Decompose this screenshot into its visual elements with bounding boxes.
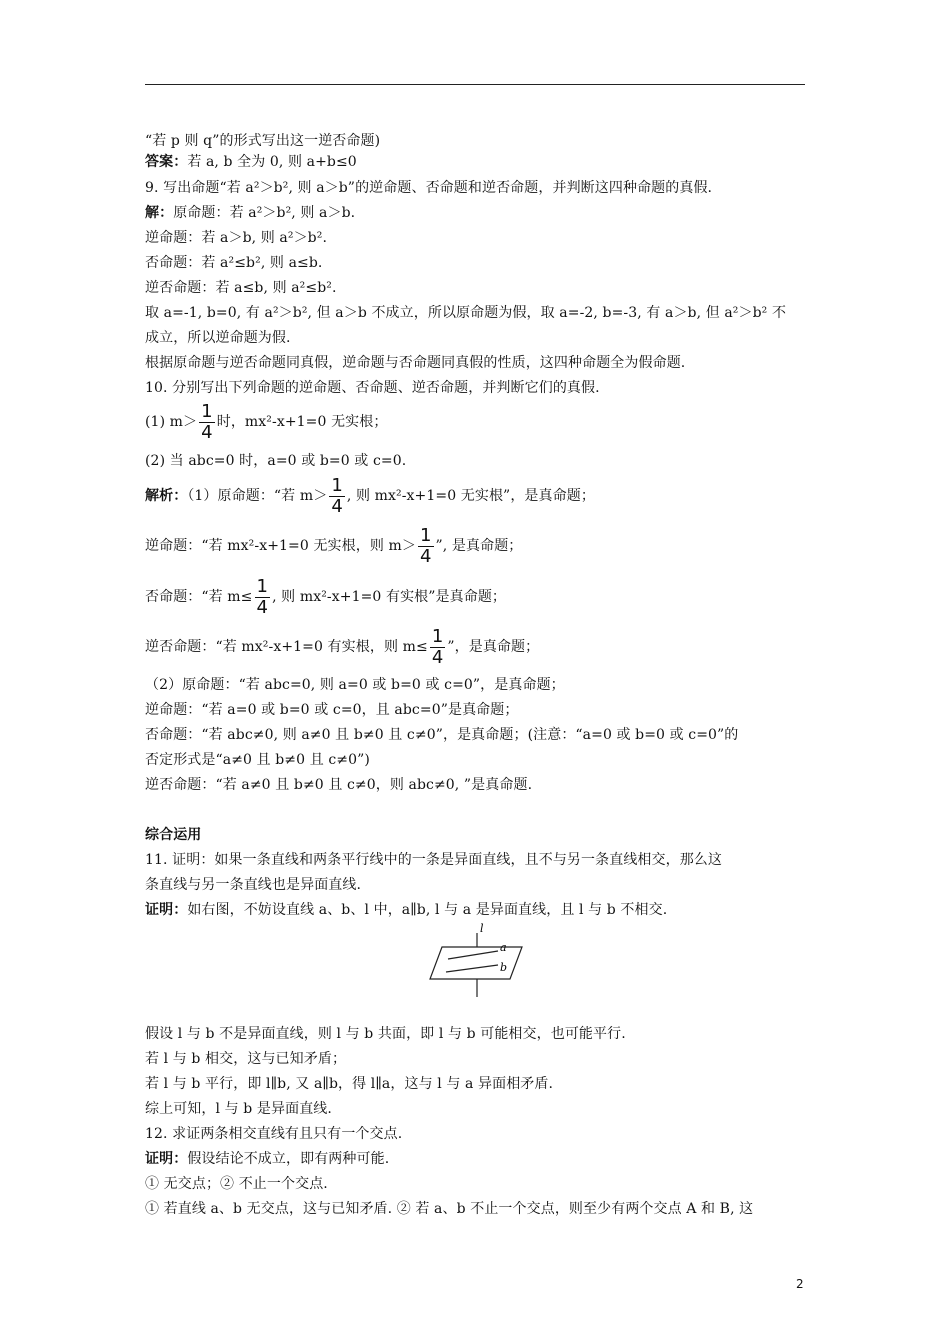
fraction-line <box>145 524 813 568</box>
text-line: 取 a=-1, b=0, 有 a²＞b², 但 a＞b 不成立，所以原命题为假，取 a=-2, b=-3, 有 a＞b, 但 a²＞b² 不 <box>145 305 787 321</box>
proof-text: 如右图，不妨设直线 a、b、l 中，a∥b, l 与 a 是异面直线，且 l 与 b 不相交. <box>187 902 668 918</box>
proof-text: 假设结论不成立，即有两种可能. <box>187 1151 390 1167</box>
fraction <box>329 476 345 517</box>
solution-line <box>145 203 813 223</box>
label-l: l <box>480 923 484 935</box>
text-segment: , 则 mx²-x+1=0 无实根”，是真命题； <box>346 488 595 504</box>
text-line: 若 l 与 b 平行，即 l∥b, 又 a∥b，得 l∥a，这与 l 与 a 异面相矛盾. <box>145 1076 554 1092</box>
text-segment: 逆否命题：“若 mx²-x+1=0 有实根，则 m≤ <box>145 639 428 655</box>
proof-label: 证明： <box>145 1151 188 1167</box>
fraction <box>418 526 434 567</box>
text-line: 否命题：若 a²≤b², 则 a≤b. <box>145 255 323 271</box>
plane-parallelogram <box>430 947 522 979</box>
text-line: 否命题：“若 abc≠0, 则 a≠0 且 b≠0 且 c≠0”，是真命题；(注意：“a=0 或 b=0 或 c=0”的 <box>145 727 739 743</box>
analysis-label: 解析： <box>145 488 188 504</box>
fraction-line <box>145 400 813 444</box>
text-segment: (1) m＞ <box>145 414 198 430</box>
fraction-denominator: 4 <box>201 421 213 443</box>
text-line: “若 p 则 q”的形式写出这一逆否命题) <box>145 133 381 149</box>
text-line: (2) 当 abc=0 时，a=0 或 b=0 或 c=0. <box>145 453 407 469</box>
text-segment: , 则 mx²-x+1=0 有实根”是真命题； <box>272 589 507 605</box>
fraction-denominator: 4 <box>331 495 343 517</box>
text-line: 逆命题：“若 a=0 或 b=0 或 c=0，且 abc=0”是真命题； <box>145 702 519 718</box>
fraction-denominator: 4 <box>256 596 269 618</box>
text-line: 根据原命题与逆否命题同真假，逆命题与否命题同真假的性质，这四种命题全为假命题. <box>145 355 686 371</box>
label-a: a <box>500 941 507 954</box>
answer-label: 答案： <box>145 154 188 170</box>
text-segment: ”，是真命题； <box>447 639 540 655</box>
fraction-numerator: 1 <box>256 575 269 597</box>
question-12: 12. 求证两条相交直线有且只有一个交点. <box>145 1126 403 1142</box>
solution-label: 解： <box>145 205 174 221</box>
fraction-line <box>145 474 813 518</box>
text-line: ① 若直线 a、b 无交点，这与已知矛盾. ② 若 a、b 不止一个交点，则至少有两个交点 A 和 B, 这 <box>145 1201 754 1217</box>
text-line: 逆否命题：若 a≤b, 则 a²≤b². <box>145 280 337 296</box>
text-segment: 逆命题：“若 mx²-x+1=0 无实根，则 m＞ <box>145 538 416 554</box>
text-line: ① 无交点；② 不止一个交点. <box>145 1176 328 1192</box>
question-10: 10. 分别写出下列命题的逆命题、否命题、逆否命题，并判断它们的真假. <box>145 380 600 396</box>
fraction-denominator: 4 <box>431 646 444 668</box>
header-rule <box>145 84 805 85</box>
text-line: 条直线与另一条直线也是异面直线. <box>145 877 362 893</box>
fraction <box>430 627 446 668</box>
text-line: （2）原命题：“若 abc=0, 则 a=0 或 b=0 或 c=0”，是真命题； <box>145 677 565 693</box>
text-line: 否定形式是“a≠0 且 b≠0 且 c≠0”) <box>145 752 370 768</box>
proof-line <box>145 1149 813 1169</box>
text-segment: 时，mx²-x+1=0 无实根； <box>216 414 388 430</box>
text-line: 若 l 与 b 相交，这与已知矛盾； <box>145 1051 347 1067</box>
question-9: 9. 写出命题“若 a²＞b², 则 a＞b”的逆命题、否命题和逆否命题，并判断这四种命题的真假. <box>145 180 713 196</box>
fraction-numerator: 1 <box>419 524 432 546</box>
label-b: b <box>500 961 508 974</box>
solution-text: 原命题：若 a²＞b², 则 a＞b. <box>173 205 356 221</box>
proof-line <box>145 900 813 920</box>
proof-label: 证明： <box>145 902 188 918</box>
fraction <box>255 577 271 618</box>
line-a <box>448 951 498 959</box>
text-segment: 否命题：“若 m≤ <box>145 589 253 605</box>
text-line: 综上可知，l 与 b 是异面直线. <box>145 1101 332 1117</box>
skew-lines-figure <box>426 923 526 1001</box>
text-line: 假设 l 与 b 不是异面直线，则 l 与 b 共面，即 l 与 b 可能相交，也可能平行. <box>145 1026 626 1042</box>
text-segment: （1）原命题：“若 m＞ <box>187 488 328 504</box>
text-line: 逆否命题：“若 a≠0 且 b≠0 且 c≠0，则 abc≠0, ”是真命题. <box>145 777 533 793</box>
text-line: 逆命题：若 a＞b, 则 a²＞b². <box>145 230 327 246</box>
fraction-numerator: 1 <box>331 474 343 496</box>
fraction-line <box>145 575 813 619</box>
fraction-numerator: 1 <box>431 625 444 647</box>
fraction-numerator: 1 <box>201 400 213 422</box>
text-segment: ”, 是真命题； <box>435 538 523 554</box>
answer-line <box>145 152 813 172</box>
section-heading: 综合运用 <box>145 827 202 843</box>
text-line: 成立，所以逆命题为假. <box>145 330 291 346</box>
fraction <box>199 402 215 443</box>
answer-text: 若 a, b 全为 0, 则 a+b≤0 <box>187 154 357 170</box>
question-11: 11. 证明：如果一条直线和两条平行线中的一条是异面直线，且不与另一条直线相交，那么这 <box>145 852 723 868</box>
page-number: 2 <box>796 1277 804 1291</box>
line-b <box>446 965 498 972</box>
fraction-line <box>145 625 813 669</box>
fraction-denominator: 4 <box>419 545 432 567</box>
